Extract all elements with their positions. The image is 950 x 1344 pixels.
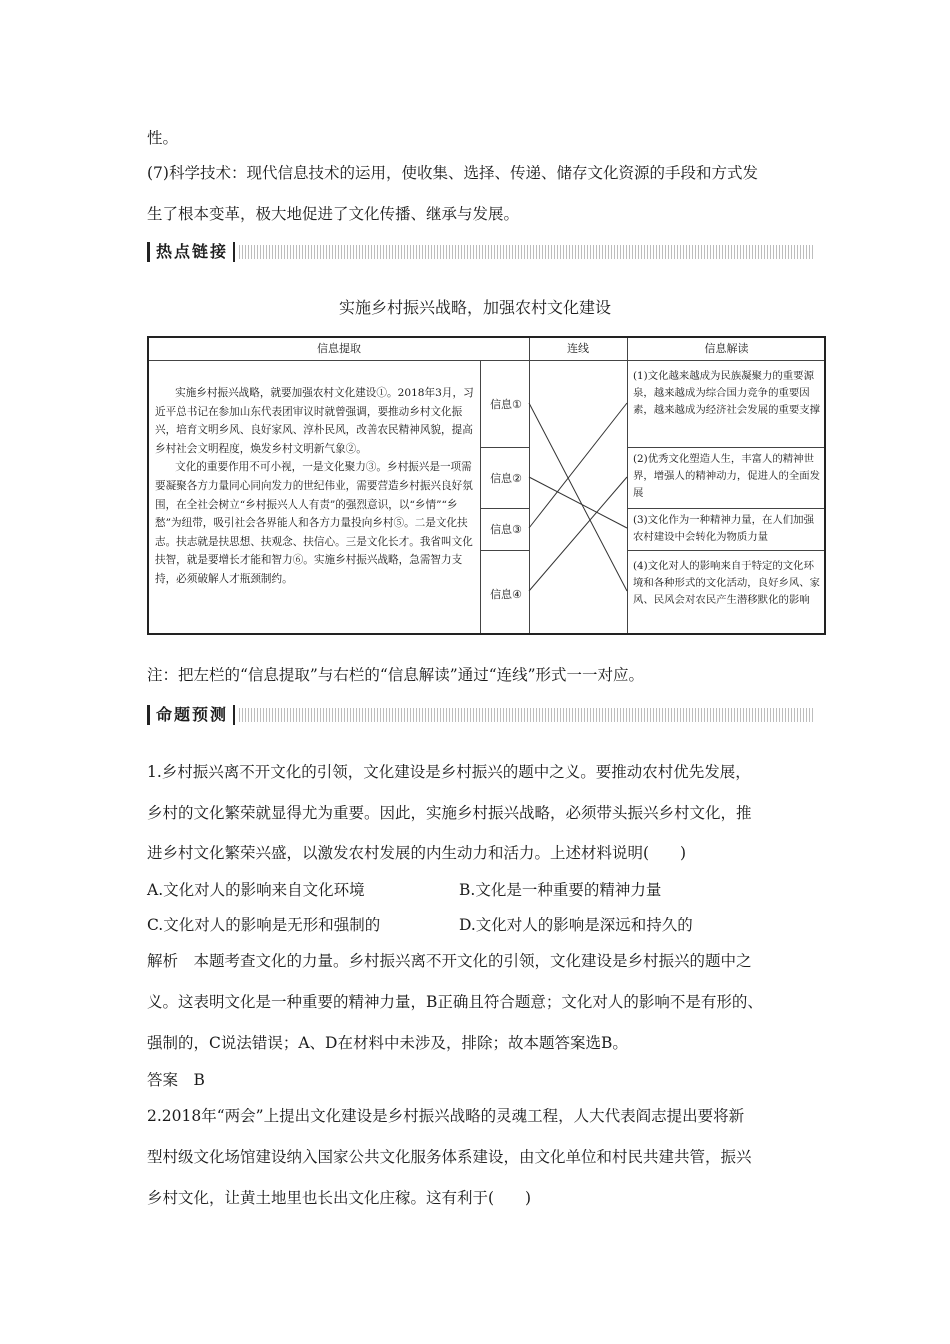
intro-line: (7)科学技术：现代信息技术的运用，使收集、选择、传递、储存文化资源的手段和方式发 xyxy=(147,164,758,182)
analysis-text: 强制的，C说法错误；A、D在材料中未涉及，排除；故本题答案选B。 xyxy=(147,1034,628,1052)
header-info-extract: 信息提取 xyxy=(317,342,361,355)
option-d: D.文化对人的影响是深远和持久的 xyxy=(459,916,693,934)
answer: 答案 B xyxy=(147,1071,205,1089)
connect-line xyxy=(529,477,627,528)
section-header-hot-links xyxy=(147,242,815,262)
analysis-text: 义。这表明文化是一种重要的精神力量，B正确且符合题意；文化对人的影响不是有形的、 xyxy=(147,993,763,1011)
section-divider xyxy=(239,708,815,722)
header-connect: 连线 xyxy=(567,342,589,355)
intro-line: 性。 xyxy=(147,129,179,147)
option-b: B.文化是一种重要的精神力量 xyxy=(459,881,662,899)
section-divider xyxy=(239,245,815,259)
option-a: A.文化对人的影响来自文化环境 xyxy=(147,881,365,899)
interpret-cell-4: (4)文化对人的影响来自于特定的文化环境和各种形式的文化活动，良好乡风、家风、民风会对农民产生潜移默化的影响 xyxy=(633,560,821,606)
option-c: C.文化对人的影响是无形和强制的 xyxy=(147,916,381,934)
info-label-1: 信息① xyxy=(490,398,522,411)
question-text: 2.2018年“两会”上提出文化建设是乡村振兴战略的灵魂工程，人大代表阎志提出要将新 xyxy=(147,1107,745,1125)
header-info-interpret: 信息解读 xyxy=(704,342,749,355)
intro-line: 生了根本变革，极大地促进了文化传播、继承与发展。 xyxy=(147,205,520,223)
analysis-text: 解析 本题考查文化的力量。乡村振兴离不开文化的引领，文化建设是乡村振兴的题中之 xyxy=(147,952,752,970)
info-paragraph: 文化的重要作用不可小视，一是文化聚力③。乡村振兴是一项需要凝聚各方力量同心同向发力的世纪伟业，需要营造乡村振兴良好氛围，在全社会树立“乡村振兴人人有责”的强烈意识，以“乡情”“乡愁”为纽带，吸引社会各界能人和各方力量投向乡村⑤。二是文化扶志。扶志就是扶思想、扶观念、扶信心。三是文化长才。我省叫文化扶智，就是要增长才能和智力⑥。实施乡村振兴战略，急需智力支持，必须破解人才瓶颈制约。 xyxy=(155,461,473,585)
interpret-cell-3: (3)文化作为一种精神力量，在人们加强农村建设中会转化为物质力量 xyxy=(633,514,814,543)
connect-line xyxy=(529,403,627,591)
section-title: 热点链接 xyxy=(147,242,235,262)
info-label-4: 信息④ xyxy=(490,588,522,601)
interpret-cell-1: (1)文化越来越成为民族凝聚力的重要源泉，越来越成为综合国力竞争的重要因素，越来越成为经济社会发展的重要支撑 xyxy=(633,370,821,416)
question-text: 1.乡村振兴离不开文化的引领，文化建设是乡村振兴的题中之义。要推动农村优先发展， xyxy=(147,763,751,781)
section-title: 命题预测 xyxy=(147,705,235,725)
info-label-3: 信息③ xyxy=(490,523,522,536)
question-text: 乡村文化，让黄土地里也长出文化庄稼。这有利于( ) xyxy=(147,1189,532,1207)
connect-line xyxy=(529,403,627,528)
matching-table xyxy=(147,336,826,635)
section-header-prediction xyxy=(147,705,815,725)
connect-line xyxy=(529,477,627,591)
question-text: 乡村的文化繁荣就显得尤为重要。因此，实施乡村振兴战略，必须带头振兴乡村文化，推 xyxy=(147,804,752,822)
info-paragraph: 实施乡村振兴战略，就要加强农村文化建设①。2018年3月，习近平总书记在参加山东代表团审议时就曾强调，要推动乡村文化振兴，培育文明乡风、良好家风、淳朴民风，改善农民精神风貌，提高乡村社会文明程度，焕发乡村文明新气象②。 xyxy=(155,387,474,455)
question-text: 型村级文化场馆建设纳入国家公共文化服务体系建设，由文化单位和村民共建共管，振兴 xyxy=(147,1148,752,1166)
table-title: 实施乡村振兴战略，加强农村文化建设 xyxy=(338,298,611,317)
question-text: 进乡村文化繁荣兴盛，以激发农村发展的内生动力和活力。上述材料说明( ) xyxy=(147,844,687,862)
interpret-cell-2: (2)优秀文化塑造人生，丰富人的精神世界，增强人的精神动力，促进人的全面发展 xyxy=(633,453,821,499)
table-note: 注：把左栏的“信息提取”与右栏的“信息解读”通过“连线”形式一一对应。 xyxy=(147,666,645,684)
info-label-2: 信息② xyxy=(490,472,522,485)
